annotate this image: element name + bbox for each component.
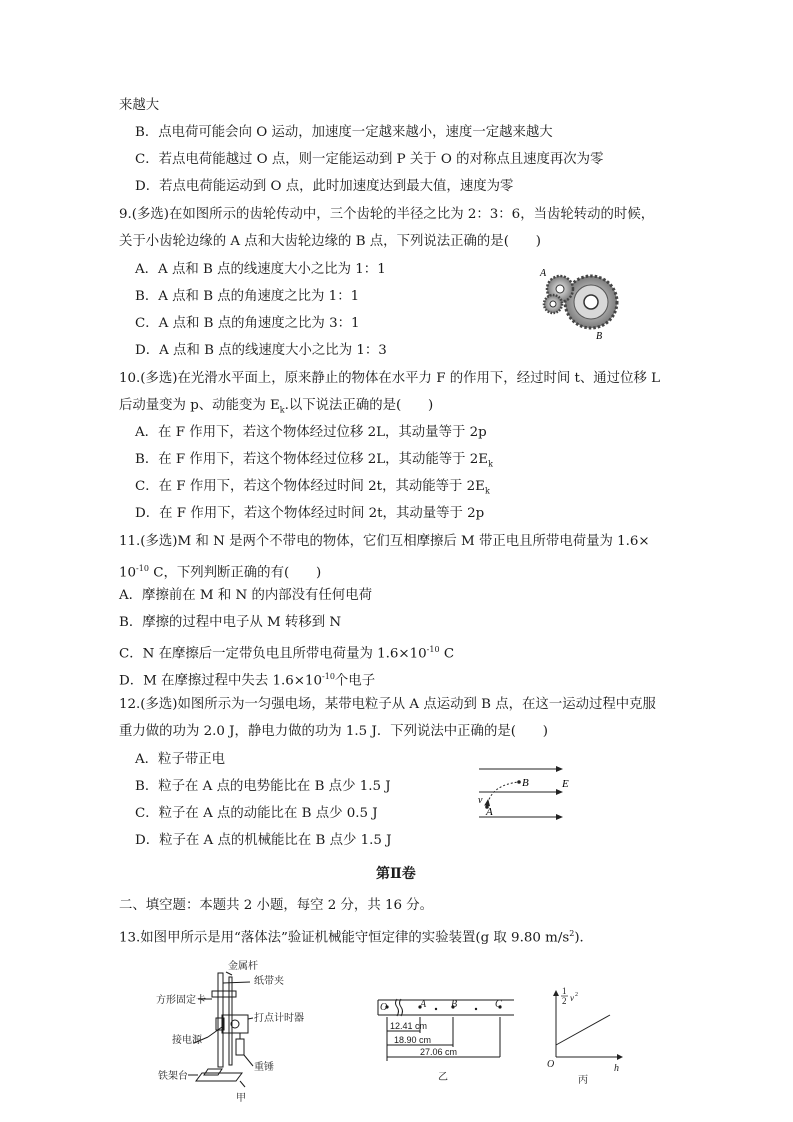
q12-option-c: C．粒子在 A 点的动能比在 B 点少 0.5 J: [135, 806, 378, 821]
q10-stem-2: 后动量变为 p、动能变为 $E_k$.以下说法正确的是( ): [119, 398, 434, 415]
paper-tape-figure: [376, 995, 516, 1087]
gear-figure: [533, 264, 623, 344]
label-power: 接电源: [172, 1035, 202, 1046]
q13-stem: 13.如图甲所示是用“落体法”验证机械能守恒定律的实验装置(g 取 9.80 $m/s^2$)．: [119, 929, 593, 946]
q10-option-c: C．在 F 作用下，若这个物体经过时间 2t，其动能等于 $2E_k$: [135, 479, 490, 496]
origin-label: O: [547, 1059, 555, 1070]
q9-option-c: C．A 点和 B 点的角速度之比为 3：1: [135, 316, 360, 331]
caption-jia: 甲: [236, 1093, 246, 1104]
tape-label-c: C: [495, 999, 502, 1010]
q11-option-b: B．摩擦的过程中电子从 M 转移到 N: [119, 615, 342, 630]
distance-oa: 12.41 cm: [390, 1021, 428, 1031]
q10-option-d: D．在 F 作用下，若这个物体经过时间 2t，其动量等于 2p: [135, 506, 485, 521]
q11-stem-2: $10^{-10}$ C，下列判断正确的有( ): [119, 564, 322, 581]
field-label-v: v: [478, 795, 483, 806]
q12-stem-1: 12.(多选)如图所示为一匀强电场，某带电粒子从 A 点运动到 B 点，在这一运动过程中克服: [119, 697, 656, 712]
q9-stem-1: 9.(多选)在如图所示的齿轮传动中，三个齿轮的半径之比为 2：3：6，当齿轮转动的时候，: [119, 207, 655, 222]
electric-field-figure: [474, 763, 584, 825]
label-timer: 打点计时器: [254, 1013, 304, 1024]
y-label-v: v: [570, 993, 574, 1003]
part2-title: 第Ⅱ卷: [376, 866, 416, 882]
particle-trajectory: [487, 782, 519, 807]
label-weight: 重锤: [254, 1062, 274, 1073]
tape-label-b: B: [451, 999, 458, 1010]
q11-stem-1: 11.(多选)M 和 N 是两个不带电的物体，它们互相摩擦后 M 带正电且所带电荷量为 1.6×: [119, 534, 650, 549]
label-stand: 铁架台: [158, 1071, 188, 1082]
x-label-h: h: [614, 1063, 619, 1074]
q10-stem-1: 10.(多选)在光滑水平面上，原来静止的物体在水平力 F 的作用下，经过时间 t、通过位移 L: [119, 371, 661, 386]
q11-option-d: D．M 在摩擦过程中失去 $1.6\times 10^{-10}$个电子: [119, 672, 376, 689]
section-header: 二、填空题：本题共 2 小题，每空 2 分，共 16 分。: [119, 898, 434, 913]
y-label-denominator: 2: [562, 996, 567, 1006]
field-label-b: B: [522, 777, 529, 789]
tape-label-a: A: [420, 999, 427, 1010]
q11-option-c: C．N 在摩擦后一定带负电且所带电荷量为 $1.6\times 10^{-10}$ C: [119, 645, 455, 662]
q9-stem-2: 关于小齿轮边缘的 A 点和大齿轮边缘的 B 点，下列说法正确的是( ): [119, 234, 541, 249]
tape-dot-mid1: [435, 1008, 437, 1010]
q8-option-d: D．若点电荷能运动到 O 点，此时加速度达到最大值，速度为零: [135, 179, 514, 194]
q9-option-b: B．A 点和 B 点的角速度之比为 1：1: [135, 289, 360, 304]
q12-option-a: A．粒子带正电: [135, 752, 226, 767]
apparatus-figure: [150, 955, 320, 1105]
q9-option-d: D．A 点和 B 点的线速度大小之比为 1：3: [135, 343, 387, 358]
graph-line: [556, 1015, 610, 1045]
q11-option-a: A．摩擦前在 M 和 N 的内部没有任何电荷: [119, 588, 372, 603]
q8-line0: 来越大: [119, 98, 160, 113]
q12-option-b: B．粒子在 A 点的电势能比在 B 点少 1.5 J: [135, 779, 391, 794]
caption-bing: 丙: [578, 1075, 588, 1086]
label-metal-rod: 金属杆: [228, 961, 258, 972]
q10-option-a: A．在 F 作用下，若这个物体经过位移 2L，其动量等于 2p: [135, 425, 487, 440]
q8-option-c: C．若点电荷能越过 O 点，则一定能运动到 P 关于 O 的对称点且速度再次为零: [135, 152, 604, 167]
q9-option-a: A．A 点和 B 点的线速度大小之比为 1：1: [135, 262, 386, 277]
gear-label-a: A: [540, 268, 547, 279]
field-label-e: E: [562, 778, 569, 790]
y-label-sq: 2: [575, 992, 578, 998]
gear-label-b: B: [596, 331, 603, 342]
q12-option-d: D．粒子在 A 点的机械能比在 B 点少 1.5 J: [135, 833, 392, 848]
q12-stem-2: 重力做的功为 2.0 J，静电力做的功为 1.5 J．下列说法中正确的是( ): [119, 724, 548, 739]
y-label-numerator: 1: [562, 986, 567, 996]
tape-label-o: O: [380, 1002, 388, 1013]
label-tape-clip: 纸带夹: [254, 976, 284, 987]
q8-option-b: B．点电荷可能会向 O 运动，加速度一定越来越小，速度一定越来越大: [135, 125, 553, 140]
distance-ob: 18.90 cm: [394, 1035, 432, 1045]
field-label-a: A: [486, 806, 493, 818]
label-fixing-card: 方形固定卡: [156, 995, 206, 1006]
v2-h-graph: [540, 985, 630, 1087]
caption-yi: 乙: [438, 1072, 448, 1083]
distance-oc: 27.06 cm: [420, 1047, 458, 1057]
q10-option-b: B．在 F 作用下，若这个物体经过位移 2L，其动能等于 $2E_k$: [135, 452, 493, 469]
tape-dot-mid2: [475, 1008, 477, 1010]
